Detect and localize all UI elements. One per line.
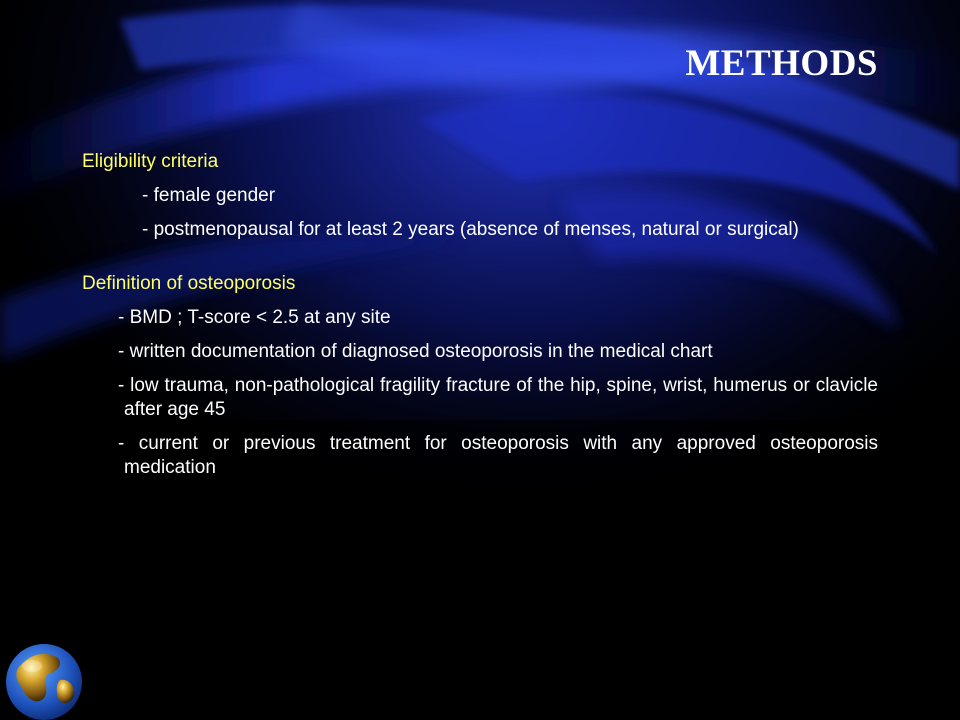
list-item: - BMD ; T-score < 2.5 at any site (118, 307, 391, 328)
globe-icon (0, 636, 86, 720)
section-heading-definition: Definition of osteoporosis (82, 273, 296, 294)
list-item: - female gender (142, 185, 276, 206)
slide-content (82, 150, 878, 480)
list-item: - current or previous treatment for osteoporosis with any approved osteoporosis medication (118, 433, 878, 478)
list-item: - postmenopausal for at least 2 years (absence of menses, natural or surgical) (142, 219, 799, 240)
list-item: - written documentation of diagnosed osteoporosis in the medical chart (118, 341, 713, 362)
section-heading-eligibility: Eligibility criteria (82, 151, 219, 172)
slide-title: METHODS (685, 43, 878, 84)
list-item: - low trauma, non-pathological fragility fracture of the hip, spine, wrist, humerus or clavicle after age 45 (118, 375, 878, 420)
